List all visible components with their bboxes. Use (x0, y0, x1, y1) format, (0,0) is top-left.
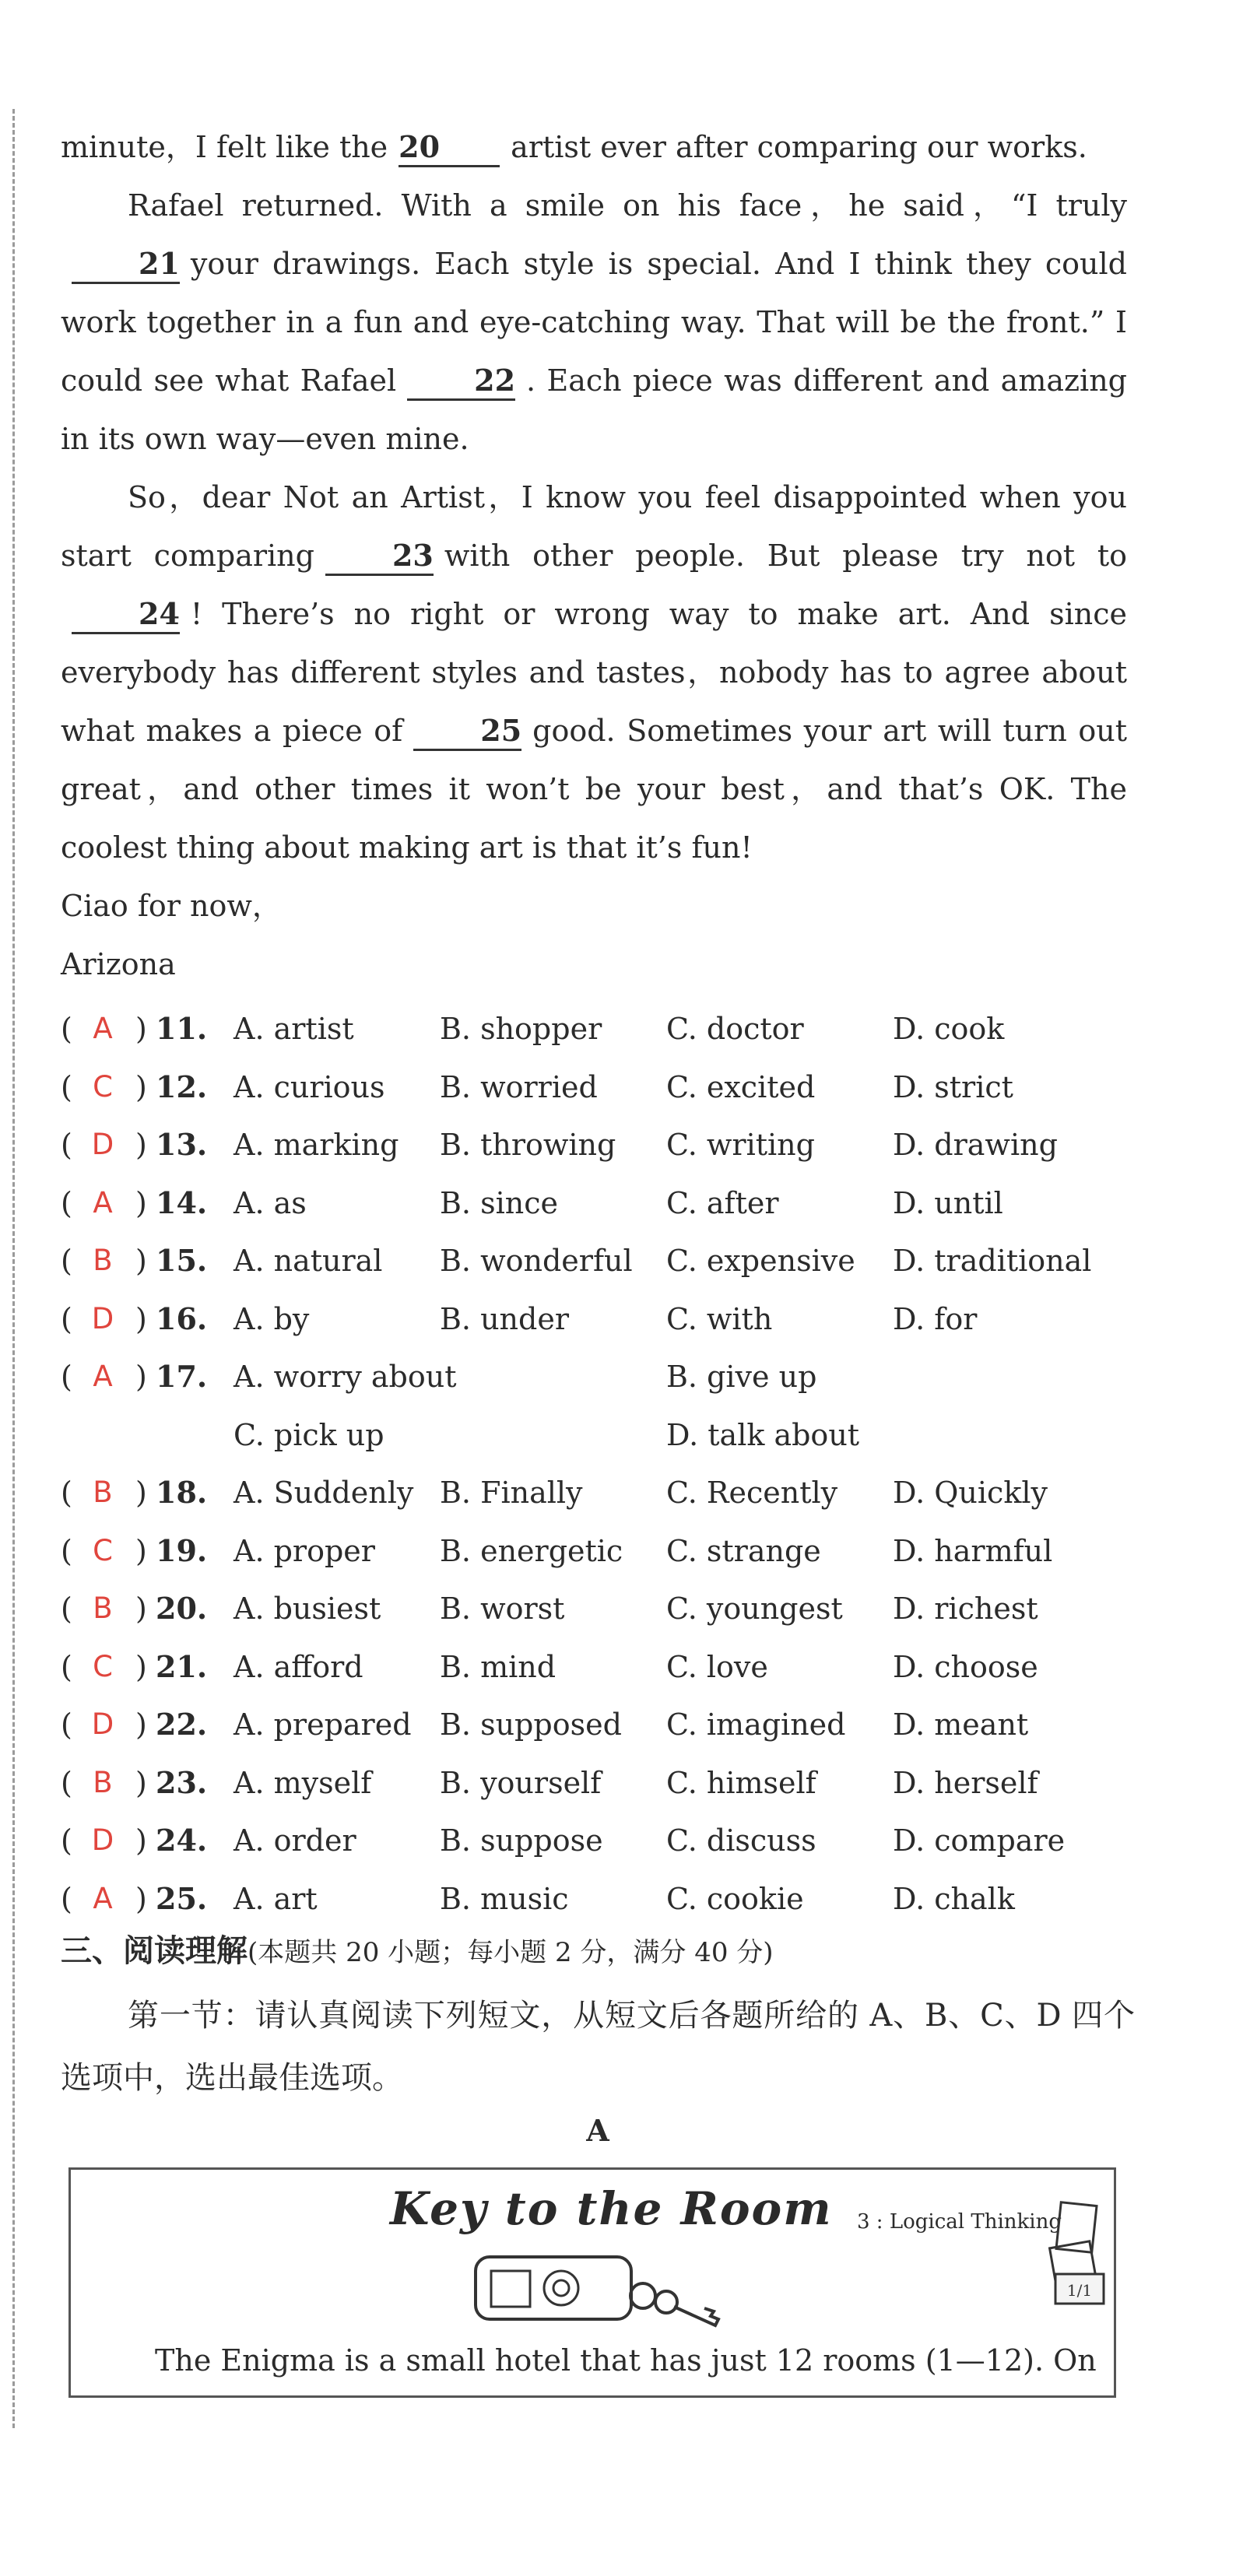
option-d: D. herself (893, 1765, 1038, 1800)
paren-open: ( (61, 1128, 72, 1162)
option-c: C. with (666, 1301, 773, 1336)
question-list (61, 1000, 1150, 1928)
answer-letter: D (91, 1301, 114, 1335)
option-a: A. worry about (234, 1360, 457, 1394)
box-title: Key to the Room (390, 2182, 833, 2235)
paren-open: ( (61, 1476, 72, 1510)
option-a: A. marking (234, 1128, 399, 1162)
paragraph-2 (61, 177, 1127, 469)
option-c: C. expensive (666, 1244, 855, 1278)
question-row (61, 1232, 1150, 1290)
text-run: artist ever after comparing our works. (511, 130, 1087, 164)
option-d: D. drawing (893, 1128, 1058, 1162)
option-a: A. by (234, 1301, 310, 1336)
paren-open: ( (61, 1012, 72, 1046)
option-c: C. imagined (666, 1707, 846, 1742)
box-text: The Enigma is a small hotel that has just 12 rooms (1—12). On (155, 2343, 1097, 2378)
question-row (61, 1754, 1150, 1813)
question-row (61, 1174, 1150, 1233)
question-number: 24. (156, 1823, 208, 1858)
question-row (61, 1812, 1150, 1870)
option-b: B. under (440, 1301, 570, 1336)
section-title: 三、阅读理解 (61, 1932, 248, 1969)
option-d: D. compare (893, 1823, 1066, 1858)
paren-open: ( (61, 1244, 72, 1278)
option-a: A. artist (234, 1012, 354, 1046)
text-run: your drawings. Each style is special. And I think they could work together in a fun and eye-catching way. That will be the front.” I could see what Rafael (61, 247, 1127, 398)
option-d: D. chalk (893, 1881, 1015, 1916)
option-a: A. prepared (234, 1707, 412, 1742)
option-a: A. as (234, 1185, 307, 1220)
answer-letter: B (93, 1765, 113, 1799)
book-label: 1/1 (1066, 2281, 1093, 2300)
paren-open: ( (61, 1765, 72, 1800)
paren-close: ) (135, 1244, 147, 1278)
option-c: C. cookie (666, 1881, 804, 1916)
closing-line: Ciao for now， (61, 889, 282, 923)
option-c: C. strange (666, 1533, 821, 1568)
answer-letter: D (91, 1128, 114, 1161)
option-b: B. since (440, 1185, 558, 1220)
option-b: B. worried (440, 1069, 598, 1104)
option-d: D. choose (893, 1649, 1038, 1684)
question-number: 22. (156, 1707, 208, 1742)
option-a: A. curious (234, 1069, 385, 1104)
paren-open: ( (61, 1069, 72, 1104)
paren-close: ) (135, 1069, 147, 1104)
answer-letter: A (93, 1012, 113, 1045)
option-d: D. cook (893, 1012, 1005, 1046)
option-c: C. after (666, 1185, 779, 1220)
answer-letter: B (93, 1244, 113, 1277)
option-a: A. myself (234, 1765, 372, 1800)
blank-21: 21 (72, 246, 180, 284)
paren-close: ) (135, 1476, 147, 1510)
paren-open: ( (61, 1533, 72, 1568)
answer-letter: A (93, 1881, 113, 1915)
paren-close: ) (135, 1592, 147, 1626)
paren-close: ) (135, 1765, 147, 1800)
passage-a-box (68, 2167, 1116, 2398)
option-c: C. discuss (666, 1823, 816, 1858)
signature: Arizona (61, 947, 176, 981)
question-row (61, 1522, 1150, 1581)
option-c: C. Recently (666, 1476, 838, 1510)
option-a: A. order (234, 1823, 356, 1858)
section-instruction: 第一节：请认真阅读下列短文，从短文后各题所给的 A、B、C、D 四个选项中，选出最佳选项。 (61, 1998, 1135, 2096)
option-c: C. youngest (666, 1592, 843, 1626)
option-b: B. suppose (440, 1823, 603, 1858)
section-heading (61, 1922, 1135, 1980)
option-b: B. music (440, 1881, 569, 1916)
answer-letter: B (93, 1476, 113, 1509)
paren-close: ) (135, 1707, 147, 1742)
paren-close: ) (135, 1823, 147, 1858)
option-a: A. natural (234, 1244, 383, 1278)
option-b: B. yourself (440, 1765, 602, 1800)
question-number: 17. (156, 1359, 208, 1394)
option-d: D. for (893, 1301, 978, 1336)
blank-24: 24 (72, 596, 180, 634)
question-number: 20. (156, 1591, 208, 1626)
cloze-passage (61, 118, 1127, 994)
blank-23: 23 (325, 538, 434, 576)
answer-letter: A (93, 1185, 113, 1220)
answer-letter: C (93, 1649, 113, 1683)
binding-dashed-line (12, 109, 15, 2428)
question-number: 18. (156, 1475, 208, 1510)
option-a: A. afford (234, 1649, 363, 1684)
question-row (61, 1000, 1150, 1058)
text-run: minute，I felt like the (61, 130, 388, 164)
question-number: 13. (156, 1127, 208, 1162)
paren-close: ) (135, 1185, 147, 1220)
question-row (61, 1116, 1150, 1174)
option-c: C. writing (666, 1128, 815, 1162)
option-b: B. supposed (440, 1707, 622, 1742)
paren-close: ) (135, 1533, 147, 1568)
paren-close: ) (135, 1301, 147, 1336)
option-d: D. traditional (893, 1244, 1092, 1278)
question-number: 23. (156, 1764, 208, 1800)
question-row (61, 1058, 1150, 1117)
book-stack-icon (1048, 2199, 1110, 2308)
question-number: 15. (156, 1243, 208, 1278)
text-run: So，dear Not an Artist，I know you feel disappointed when you start comparing (61, 480, 1127, 573)
question-row (61, 1464, 1150, 1522)
paren-open: ( (61, 1707, 72, 1742)
question-number: 12. (156, 1069, 208, 1104)
option-a: A. proper (234, 1533, 375, 1568)
paren-open: ( (61, 1360, 72, 1394)
paren-close: ) (135, 1649, 147, 1684)
question-number: 21. (156, 1648, 208, 1684)
paren-open: ( (61, 1881, 72, 1916)
blank-22: 22 (407, 363, 515, 401)
blank-20: 20 (399, 129, 500, 167)
option-d: D. strict (893, 1069, 1013, 1104)
option-c: C. excited (666, 1069, 816, 1104)
option-c: C. himself (666, 1765, 816, 1800)
option-c: C. love (666, 1649, 768, 1684)
option-d: D. until (893, 1185, 1003, 1220)
key-tag-icon (468, 2241, 725, 2335)
question-row (61, 1696, 1150, 1754)
question-row (61, 1870, 1150, 1928)
option-d: D. meant (893, 1707, 1029, 1742)
question-number: 11. (156, 1011, 208, 1046)
option-b: B. wonderful (440, 1244, 633, 1278)
option-c: C. pick up (234, 1417, 384, 1452)
option-a: A. busiest (234, 1592, 381, 1626)
option-d: D. Quickly (893, 1476, 1048, 1510)
option-d: D. harmful (893, 1533, 1053, 1568)
question-row (61, 1580, 1150, 1638)
answer-letter: D (91, 1707, 114, 1741)
answer-letter: C (93, 1069, 113, 1104)
question-row (61, 1638, 1150, 1697)
answer-letter: A (93, 1360, 113, 1393)
paragraph-3 (61, 469, 1127, 877)
text-run: with other people. But please try not to (444, 539, 1128, 573)
option-b: B. energetic (440, 1533, 623, 1568)
question-row-continued (61, 1406, 1150, 1465)
option-d: D. richest (893, 1592, 1038, 1626)
question-number: 14. (156, 1184, 208, 1220)
question-number: 16. (156, 1300, 208, 1336)
text-run: . Each piece was different and amazing in its own way—even mine. (61, 363, 1127, 456)
option-a: A. Suddenly (234, 1476, 414, 1510)
text-run: Rafael returned. With a smile on his face，he said，“I truly (128, 188, 1127, 223)
text-run: ! There’s no right or wrong way to make art. And since everybody has different styles and tastes，nobody has to agree about what makes a piece of (61, 597, 1127, 748)
option-c: C. doctor (666, 1012, 804, 1046)
text-run: good. Sometimes your art will turn out great，and other times it won’t be your best，and that’s OK. The coolest thing about making art is that it’s fun! (61, 714, 1127, 865)
option-b: B. throwing (440, 1128, 616, 1162)
option-b: B. shopper (440, 1012, 602, 1046)
blank-25: 25 (413, 713, 521, 751)
question-number: 19. (156, 1532, 208, 1568)
question-number: 25. (156, 1880, 208, 1916)
option-b: B. mind (440, 1649, 557, 1684)
option-b: B. give up (666, 1360, 817, 1394)
section-subtitle: (本题共 20 小题；每小题 2 分，满分 40 分) (248, 1937, 774, 1968)
paren-open: ( (61, 1649, 72, 1684)
answer-letter: B (93, 1592, 113, 1625)
box-tag: 3 : Logical Thinking (857, 2210, 1062, 2234)
question-row (61, 1348, 1150, 1406)
paren-close: ) (135, 1881, 147, 1916)
paren-close: ) (135, 1360, 147, 1394)
option-a: A. art (234, 1881, 318, 1916)
paren-open: ( (61, 1823, 72, 1858)
question-row (61, 1290, 1150, 1349)
paren-open: ( (61, 1185, 72, 1220)
answer-letter: D (91, 1823, 114, 1857)
paren-open: ( (61, 1592, 72, 1626)
option-b: B. Finally (440, 1476, 583, 1510)
paren-close: ) (135, 1128, 147, 1162)
reading-section (61, 1922, 1135, 2109)
option-d: D. talk about (666, 1417, 860, 1452)
option-b: B. worst (440, 1592, 565, 1626)
paren-close: ) (135, 1012, 147, 1046)
part-label: A (586, 2113, 609, 2148)
paragraph-1 (61, 118, 1127, 177)
answer-letter: C (93, 1533, 113, 1567)
paren-open: ( (61, 1301, 72, 1336)
